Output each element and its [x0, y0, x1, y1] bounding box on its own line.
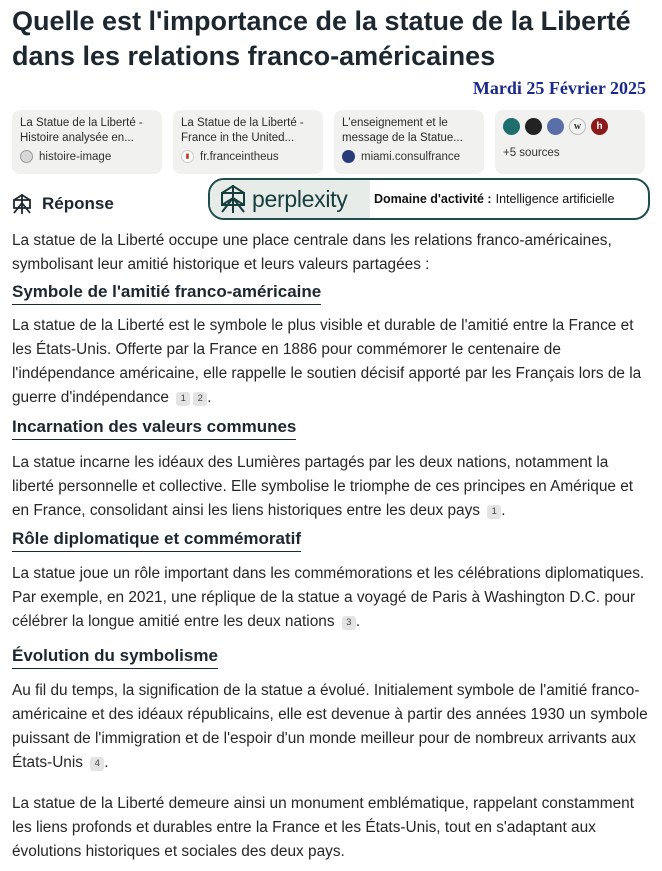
source-card-consulfrance[interactable] — [334, 110, 484, 174]
section-paragraph: Au fil du temps, la signification de la statue a évolué. Initialement symbole de l'amitié franco-américaine et des idéaux républicains, elle est devenue à partir des années 1930 un symbole puissant de l'immigration et de l'espoir d'un monde meilleur pour de nombreux arrivants aux États-Unis 4 . — [12, 682, 648, 771]
section-heading: Évolution du symbolisme — [12, 645, 218, 669]
perplexity-banner — [208, 178, 650, 220]
source-favicon-3-icon — [547, 118, 564, 135]
citation-badge[interactable]: 1 — [487, 505, 501, 519]
section-heading: Rôle diplomatique et commémoratif — [12, 528, 301, 552]
franceintheus-favicon-icon: ▮ — [181, 150, 194, 163]
source-site: fr.franceintheus — [200, 150, 279, 163]
citation-badge[interactable]: 4 — [90, 757, 104, 771]
source-favicon-1-icon — [503, 118, 520, 135]
date-stamp: Mardi 25 Février 2025 — [472, 78, 646, 98]
perplexity-logo-icon — [220, 184, 246, 214]
more-sources-label: +5 sources — [503, 147, 560, 159]
source-title: L'enseignement et le message de la Statue... — [342, 117, 463, 144]
domain-value: Intelligence artificielle — [495, 192, 615, 206]
page-title: Quelle est l'importance de la statue de la Liberté dans les relations franco-américaines — [12, 6, 631, 71]
perplexity-answer-icon — [12, 193, 32, 215]
more-sources-card[interactable] — [495, 110, 645, 174]
section-heading: Incarnation des valeurs communes — [12, 416, 296, 440]
section-heading: Symbole de l'amitié franco-américaine — [12, 281, 321, 305]
source-favicon-h-icon: h — [591, 118, 608, 135]
source-site: histoire-image — [39, 150, 112, 163]
answer-intro: La statue de la Liberté occupe une place centrale dans les relations franco-américaines, symbolisant leur amitié historique et leurs valeurs partagées : — [12, 232, 612, 273]
perplexity-wordmark: perplexity — [252, 185, 348, 212]
section-paragraph: La statue incarne les idéaux des Lumières partagés par les deux nations, notamment la liberté personnelle et collective. Elle symbolise le triomphe de ces principes en Amérique et en France, consolidant ainsi les liens historiques entre les deux pays 1 . — [12, 454, 634, 519]
answer-heading-label: Réponse — [42, 194, 114, 213]
citation-badge[interactable]: 2 — [193, 392, 207, 406]
wikipedia-favicon-icon: w — [569, 118, 586, 135]
globe-icon — [20, 150, 33, 163]
answer-conclusion: La statue de la Liberté demeure ainsi un monument emblématique, rappelant constamment les liens profonds et durables entre la France et les États-Unis, tout en s'adaptant aux évolutions historiques et sociales des deux pays. — [12, 795, 634, 860]
answer-heading — [12, 193, 114, 215]
source-card-histoire-image[interactable] — [12, 110, 162, 174]
section-paragraph: La statue de la Liberté est le symbole le plus visible et durable de l'amitié entre la France et les États-Unis. Offerte par la France en 1886 pour commémorer le centenaire de l'indépendance américaine, elle rappelle le soutien décisif apporté par les Français lors de la guerre d'indépendance 1 2 . — [12, 317, 642, 406]
source-card-franceintheus[interactable] — [173, 110, 323, 174]
source-site: miami.consulfrance — [361, 150, 461, 163]
source-title: La Statue de la Liberté - France in the United... — [181, 117, 304, 144]
consulfrance-favicon-icon — [342, 150, 355, 163]
citation-badge[interactable]: 1 — [176, 392, 190, 406]
citation-badge[interactable]: 3 — [342, 616, 356, 630]
sources-row — [12, 110, 652, 176]
source-favicon-2-icon — [525, 118, 542, 135]
source-title: La Statue de la Liberté - Histoire analysée en... — [20, 117, 143, 144]
domain-label: Domaine d'activité : — [374, 192, 492, 206]
section-paragraph: La statue joue un rôle important dans les commémorations et les célébrations diplomatiques. Par exemple, en 2021, une réplique de la statue a voyagé de Paris à Washington D.C. pour célébrer la longue amitié entre les deux nations 3 . — [12, 565, 645, 630]
